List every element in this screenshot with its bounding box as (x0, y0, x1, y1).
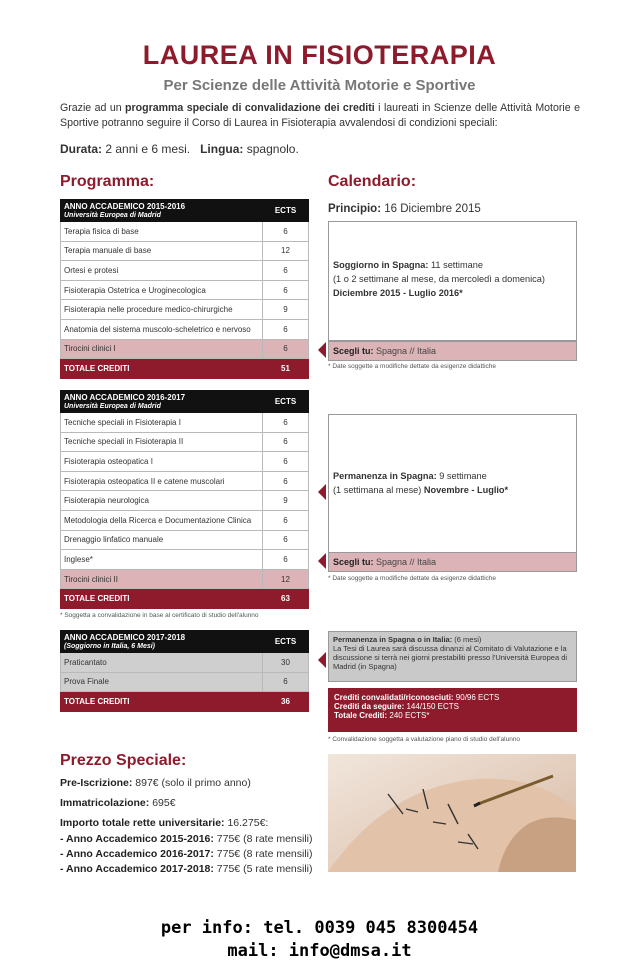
box3-title (333, 635, 572, 644)
year1-header (61, 200, 309, 222)
course-ects: 6 (263, 550, 309, 570)
price-year-label: - Anno Accademico 2017-2018: (60, 863, 214, 875)
immatricolazione-line (60, 797, 176, 809)
box1-line2: (1 o 2 settimane al mese, da mercoledì a domenica) (333, 274, 545, 284)
credits-note: * Convalidazione soggetta a valutazione piano di studio dell'alunno (328, 736, 521, 743)
year3-title: ANNO ACCADEMICO 2017-2018 (64, 632, 186, 642)
intro-pre: Grazie ad un (60, 102, 126, 114)
course-name: Fisioterapia nelle procedure medico-chirurgiche (61, 300, 263, 320)
arrow-left-icon (318, 484, 326, 500)
course-ects: 12 (263, 241, 309, 261)
year2-sub: Università Europea di Madrid (64, 402, 161, 410)
box2-line2-rest: (1 settimana al mese) (333, 485, 424, 495)
course-ects: 51 (263, 359, 309, 379)
price-year-3 (60, 862, 313, 877)
course-ects: 6 (263, 413, 309, 433)
credits-l2-bold: Crediti da seguire: (334, 702, 405, 711)
principio-value: 16 Diciembre 2015 (381, 203, 481, 215)
price-year-value: 775€ (8 rate mensili) (213, 833, 313, 845)
course-ects: 12 (263, 569, 309, 589)
price-years (60, 832, 313, 877)
box2-line2 (333, 483, 576, 497)
table-row (61, 452, 309, 472)
course-name: Tecniche speciali in Fisioterapia II (61, 432, 263, 452)
course-name: Metodologia della Ricerca e Documentazione Clinica (61, 510, 263, 530)
total-row (61, 692, 309, 712)
course-ects: 6 (263, 432, 309, 452)
arrow-left-icon (318, 553, 326, 569)
ects-header: ECTS (263, 200, 309, 222)
table-row (61, 653, 309, 673)
year3-header (61, 631, 309, 653)
credits-l3-bold: Totale Crediti: (334, 711, 388, 720)
scegli2-bold: Scegli tu: (333, 557, 374, 567)
programma-heading: Programma: (60, 173, 155, 190)
course-name: Terapia manuale di base (61, 241, 263, 261)
course-ects: 6 (263, 510, 309, 530)
totale-value: 16.275€: (224, 817, 269, 829)
course-name: Tirocini clinici I (61, 339, 263, 359)
calendar-box-3 (328, 631, 577, 682)
immatr-label: Immatricolazione: (60, 797, 150, 809)
scegli-box-2 (328, 552, 577, 572)
year2-title-cell (61, 391, 263, 413)
course-ects: 6 (263, 672, 309, 692)
box1-line1-bold: Soggiorno in Spagna: (333, 260, 429, 270)
principio-line (328, 203, 481, 215)
course-ects: 9 (263, 300, 309, 320)
scegli-box-1 (328, 341, 577, 361)
course-ects: 9 (263, 491, 309, 511)
page-title: LAUREA IN FISIOTERAPIA (142, 40, 497, 70)
credits-line1 (334, 693, 571, 702)
course-ects: 6 (263, 339, 309, 359)
course-name: Terapia fisica di base (61, 222, 263, 242)
credits-l1-bold: Crediti convalidati/riconosciuti: (334, 693, 454, 702)
prezzo-heading: Prezzo Speciale: (60, 752, 187, 769)
course-ects: 6 (263, 471, 309, 491)
course-ects: 6 (263, 452, 309, 472)
price-year-2 (60, 847, 313, 862)
price-year-1 (60, 832, 313, 847)
price-year-label: - Anno Accademico 2016-2017: (60, 848, 214, 860)
year2-title: ANNO ACCADEMICO 2016-2017 (64, 392, 186, 402)
table-row (61, 319, 309, 339)
credits-line3 (334, 711, 571, 720)
total-row (61, 589, 309, 609)
principio-label: Principio: (328, 203, 382, 215)
course-ects: 30 (263, 653, 309, 673)
course-name: Fisioterapia neurologica (61, 491, 263, 511)
table-row (61, 280, 309, 300)
box3-title-bold: Permanenza in Spagna o in Italia: (333, 635, 453, 644)
total-row (61, 359, 309, 379)
scegli1-bold: Scegli tu: (333, 346, 374, 356)
course-name: Fisioterapia Ostetrica e Uroginecologica (61, 280, 263, 300)
table-row (61, 413, 309, 433)
table-row (61, 261, 309, 281)
course-ects: 6 (263, 319, 309, 339)
intro-text (60, 101, 580, 131)
arrow-left-icon (318, 342, 326, 358)
year2-header (61, 391, 309, 413)
box1-line1-rest: 11 settimane (428, 260, 483, 270)
calendar-note-2: * Date soggette a modifiche dettate da esigenze didattiche (328, 575, 497, 582)
course-ects: 6 (263, 280, 309, 300)
course-name: Prova Finale (61, 672, 263, 692)
box1-line3: Diciembre 2015 - Luglio 2016* (333, 288, 463, 298)
ects-header: ECTS (263, 391, 309, 413)
credits-l3-rest: 240 ECTS* (387, 711, 430, 720)
course-name: Fisioterapia osteopatica II e catene muscolari (61, 471, 263, 491)
table-row (61, 491, 309, 511)
box2-line1-bold: Permanenza in Spagna: (333, 471, 437, 481)
box3-title-rest: (6 mesi) (452, 635, 482, 644)
year2-table (60, 390, 309, 609)
scegli1-rest: Spagna // Italia (373, 346, 437, 356)
calendar-box-2 (328, 414, 577, 553)
price-year-value: 775€ (5 rate mensili) (213, 863, 313, 875)
price-year-value: 775€ (8 rate mensili) (213, 848, 313, 860)
year3-table (60, 630, 309, 712)
physio-photo (328, 754, 576, 872)
course-name: Praticantato (61, 653, 263, 673)
table-row (61, 672, 309, 692)
preiscr-value: 897€ (solo il primo anno) (132, 777, 251, 789)
table-row (61, 550, 309, 570)
box2-line1 (333, 469, 576, 483)
immatr-value: 695€ (149, 797, 176, 809)
page-subtitle: Per Scienze delle Attività Motorie e Sportive (163, 77, 476, 94)
preiscrizione-line (60, 777, 251, 789)
credits-box (328, 688, 577, 732)
box2-line2-bold: Novembre - Luglio* (423, 485, 509, 495)
arrow-left-icon (318, 652, 326, 668)
credits-l1-rest: 90/96 ECTS (453, 693, 500, 702)
year1-table (60, 199, 309, 379)
language-label: Lingua: (200, 142, 244, 156)
calendario-heading: Calendario: (328, 173, 417, 190)
language-value: spagnolo. (243, 142, 299, 156)
course-ects: 36 (263, 692, 309, 712)
photo-illustration (328, 754, 576, 872)
course-name: Tirocini clinici II (61, 569, 263, 589)
preiscr-label: Pre-Iscrizione: (60, 777, 133, 789)
course-name: Anatomia del sistema muscolo-scheletrico e nervoso (61, 319, 263, 339)
course-name: TOTALE CREDITI (61, 692, 263, 712)
year3-sub: (Soggiorno in Italia, 6 Mesi) (64, 642, 156, 650)
table-row (61, 471, 309, 491)
intro-post: i laureati in Scienze delle Attività Motorie e Sportive potranno seguire il Corso di Laurea in Fisioterapia avvalendosi di condizioni speciali: (60, 102, 580, 129)
box3-text: La Tesi di Laurea sarà discussa dinanzi al Comitato di Valutazione e la discussione si terrà nei giorni prestabiliti presso l'Università Europea di Madrid (in Spagna) (333, 644, 568, 671)
course-name: Inglese* (61, 550, 263, 570)
tirocini-row (61, 569, 309, 589)
course-ects: 63 (263, 589, 309, 609)
scegli2-rest: Spagna // Italia (373, 557, 437, 567)
totale-label: Importo totale rette universitarie: (60, 817, 225, 829)
course-ects: 6 (263, 530, 309, 550)
table-row (61, 222, 309, 242)
credits-line2 (334, 702, 571, 711)
course-ects: 6 (263, 261, 309, 281)
duration-label: Durata: (60, 142, 103, 156)
course-name: Drenaggio linfatico manuale (61, 530, 263, 550)
course-name: Fisioterapia osteopatica I (61, 452, 263, 472)
course-name: Tecniche speciali in Fisioterapia I (61, 413, 263, 433)
table-row (61, 241, 309, 261)
course-name: Ortesi e protesi (61, 261, 263, 281)
box2-line1-rest: 9 settimane (436, 471, 487, 481)
totale-line (60, 817, 268, 829)
tirocini-row (61, 339, 309, 359)
year2-note: * Soggetta a convalidazione in base al certificato di studio dell'alunno (60, 612, 259, 619)
contact-mail: mail: info@dmsa.it (227, 941, 412, 961)
duration-line (60, 142, 299, 156)
credits-l2-rest: 144/150 ECTS (404, 702, 459, 711)
table-row (61, 432, 309, 452)
calendar-box-1 (328, 221, 577, 341)
table-row (61, 300, 309, 320)
price-year-label: - Anno Accademico 2015-2016: (60, 833, 214, 845)
intro-bold: programma speciale di convalidazione dei crediti (125, 102, 375, 114)
table-row (61, 530, 309, 550)
ects-header: ECTS (263, 631, 309, 653)
year1-title: ANNO ACCADEMICO 2015-2016 (64, 201, 186, 211)
course-name: TOTALE CREDITI (61, 589, 263, 609)
course-name: TOTALE CREDITI (61, 359, 263, 379)
year1-title-cell (61, 200, 263, 222)
calendar-note-1: * Date soggette a modifiche dettate da esigenze didattiche (328, 363, 497, 370)
course-ects: 6 (263, 222, 309, 242)
table-row (61, 510, 309, 530)
year1-sub: Università Europea di Madrid (64, 211, 161, 219)
box1-line1 (333, 258, 576, 272)
year3-title-cell (61, 631, 263, 653)
duration-value: 2 anni e 6 mesi. (102, 142, 191, 156)
contact-phone: per info: tel. 0039 045 8300454 (160, 918, 479, 938)
